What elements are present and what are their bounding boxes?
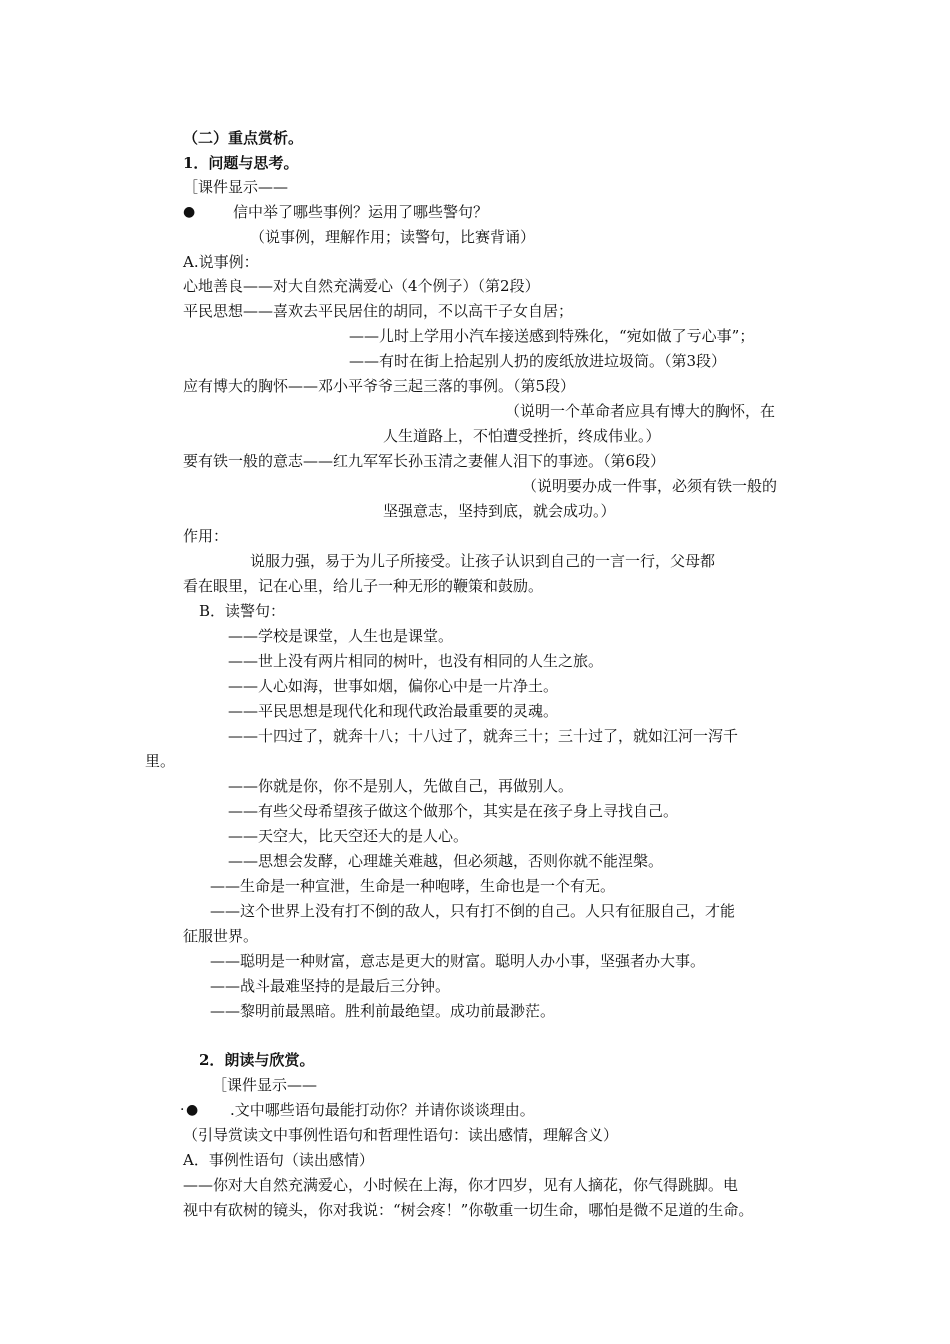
maxim-line: ——有些父母希望孩子做这个做那个，其实是在孩子身上寻找自己。 (228, 802, 679, 820)
example-note: （说明要办成一件事，必须有铁一般的 (522, 477, 778, 495)
example-note: （说明一个革命者应具有博大的胸怀，在 (505, 402, 776, 420)
effect-text: 看在眼里，记在心里，给儿子一种无形的鞭策和鼓励。 (183, 577, 544, 595)
part-a-title: A．事例性语句（读出感情） (183, 1151, 374, 1169)
example-subline: ——儿时上学用小汽车接送感到特殊化，“宛如做了亏心事”； (349, 327, 755, 345)
maxim-line: ——世上没有两片相同的树叶，也没有相同的人生之旅。 (228, 652, 604, 670)
bullet-dot-icon: ● (183, 204, 196, 220)
maxim-line: ——十四过了，就奔十八；十八过了，就奔三十；三十过了，就如江河一泻千 (228, 727, 739, 745)
example-line: 应有博大的胸怀——邓小平爷爷三起三落的事例。（第5段） (183, 377, 576, 395)
effect-label: 作用： (183, 527, 229, 545)
maxim-line: ——思想会发酵，心理雄关难越，但必须越，否则你就不能涅槃。 (228, 852, 664, 870)
example-subline: ——有时在街上拾起别人扔的废纸放进垃圾筒。（第3段） (349, 352, 727, 370)
maxim-line: ——你就是你，你不是别人，先做自己，再做别人。 (228, 777, 574, 795)
maxim-line: ——这个世界上没有打不倒的敌人，只有打不倒的自己。人只有征服自己，才能 (210, 902, 736, 920)
example-note: 人生道路上，不怕遭受挫折，终成伟业。） (383, 427, 661, 445)
courseware-label: ［课件显示—— (183, 178, 289, 196)
subsection-heading-1: 1．问题与思考。 (183, 154, 299, 172)
maxim-continuation: 里。 (145, 752, 176, 770)
example-line: 要有铁一般的意志——红九军军长孙玉清之妻催人泪下的事迹。（第6段） (183, 452, 666, 470)
body-paragraph: ——你对大自然充满爱心，小时候在上海，你才四岁，见有人摘花，你气得跳脚。电 (183, 1176, 739, 1194)
guide-text: （引导赏读文中事例性语句和哲理性语句：读出感情，理解含义） (183, 1126, 619, 1144)
maxim-line: ——生命是一种宣泄，生命是一种咆哮，生命也是一个有无。 (210, 877, 616, 895)
maxim-continuation: 征服世界。 (183, 927, 259, 945)
part-a-title: A.说事例： (183, 253, 259, 271)
courseware-label: ［课件显示—— (212, 1076, 318, 1094)
example-line: 心地善良——对大自然充满爱心（4个例子）（第2段） (183, 277, 540, 295)
maxim-line: ——天空大，比天空还大的是人心。 (228, 827, 469, 845)
question-text: .文中哪些语句最能打动你？并请你谈谈理由。 (230, 1101, 535, 1119)
maxim-line: ——聪明是一种财富，意志是更大的财富。聪明人办小事，坚强者办大事。 (210, 952, 706, 970)
maxim-line: ——黎明前最黑暗。胜利前最绝望。成功前最渺茫。 (210, 1002, 556, 1020)
maxim-line: ——学校是课堂，人生也是课堂。 (228, 627, 454, 645)
question-hint: （说事例，理解作用；读警句，比赛背诵） (250, 228, 536, 246)
subsection-heading-2: 2．朗读与欣赏。 (199, 1051, 315, 1069)
bullet-dot-icon: ● (186, 1102, 199, 1118)
bullet-prefix: · (180, 1102, 185, 1118)
question-text: 信中举了哪些事例？运用了哪些警句？ (233, 203, 489, 221)
example-note: 坚强意志，坚持到底，就会成功。） (383, 502, 616, 520)
body-paragraph: 视中有砍树的镜头，你对我说：“树会疼！”你敬重一切生命，哪怕是微不足道的生命。 (183, 1201, 754, 1219)
maxim-line: ——战斗最难坚持的是最后三分钟。 (210, 977, 451, 995)
part-b-title: B．读警句： (199, 602, 286, 620)
maxim-line: ——平民思想是现代化和现代政治最重要的灵魂。 (228, 702, 559, 720)
example-line: 平民思想——喜欢去平民居住的胡同，不以高干子女自居； (183, 302, 574, 320)
effect-text: 说服力强，易于为儿子所接受。让孩子认识到自己的一言一行，父母都 (250, 552, 716, 570)
maxim-line: ——人心如海，世事如烟，偏你心中是一片净土。 (228, 677, 559, 695)
section-heading: （二）重点赏析。 (183, 129, 304, 147)
